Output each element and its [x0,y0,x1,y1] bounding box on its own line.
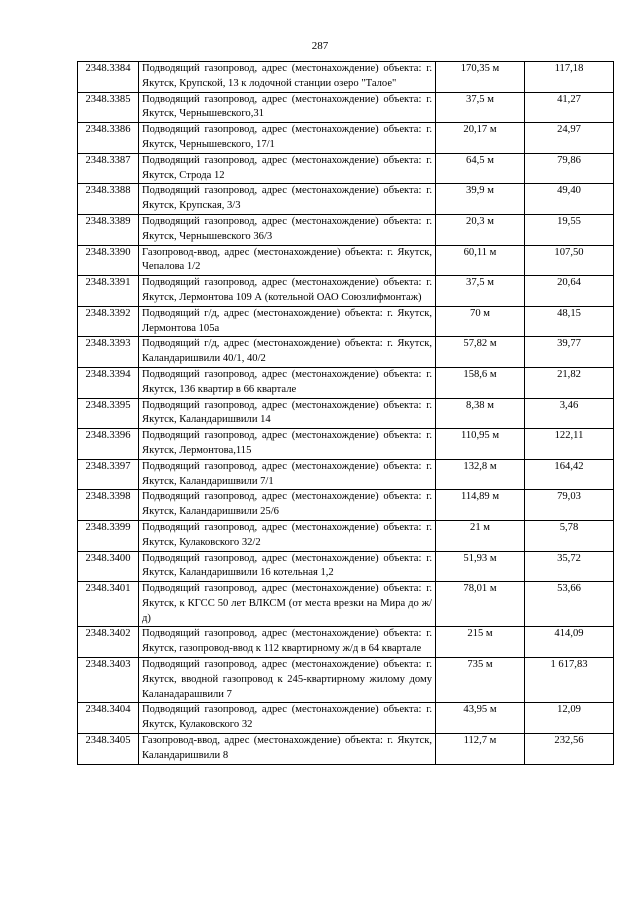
asset-length-cell: 8,38 м [436,398,525,429]
asset-length-cell: 158,6 м [436,367,525,398]
asset-value-cell: 107,50 [525,245,614,276]
asset-code-cell: 2348.3401 [78,582,139,627]
asset-value-cell: 122,11 [525,429,614,460]
asset-value-cell: 5,78 [525,520,614,551]
asset-value-cell: 49,40 [525,184,614,215]
asset-description-cell: Подводящий газопровод, адрес (местонахождение) объекта: г. Якутск, Строда 12 [139,153,436,184]
table-row [78,123,614,154]
asset-value-cell: 53,66 [525,582,614,627]
table-row [78,551,614,582]
asset-value-cell: 1 617,83 [525,658,614,703]
asset-code-cell: 2348.3384 [78,62,139,93]
asset-description-cell: Подводящий газопровод, адрес (местонахождение) объекта: г. Якутск, к КГСС 50 лет ВЛКСМ (от места врезки на Мира до ж/д) [139,582,436,627]
asset-length-cell: 78,01 м [436,582,525,627]
asset-code-cell: 2348.3387 [78,153,139,184]
asset-code-cell: 2348.3405 [78,734,139,765]
asset-length-cell: 70 м [436,306,525,337]
asset-description-cell: Подводящий газопровод, адрес (местонахождение) объекта: г. Якутск, вводной газопровод к 245-квартирному жилому дому Каланадарашвили 7 [139,658,436,703]
asset-description-cell: Подводящий газопровод, адрес (местонахождение) объекта: г. Якутск, Кулаковского 32 [139,703,436,734]
asset-code-cell: 2348.3388 [78,184,139,215]
asset-value-cell: 117,18 [525,62,614,93]
asset-value-cell: 20,64 [525,276,614,307]
asset-value-cell: 21,82 [525,367,614,398]
table-body [78,62,614,765]
asset-value-cell: 232,56 [525,734,614,765]
asset-value-cell: 3,46 [525,398,614,429]
asset-value-cell: 414,09 [525,627,614,658]
asset-value-cell: 24,97 [525,123,614,154]
table-row [78,703,614,734]
asset-length-cell: 51,93 м [436,551,525,582]
asset-length-cell: 60,11 м [436,245,525,276]
asset-code-cell: 2348.3400 [78,551,139,582]
asset-length-cell: 114,89 м [436,490,525,521]
asset-code-cell: 2348.3394 [78,367,139,398]
asset-description-cell: Подводящий газопровод, адрес (местонахождение) объекта: г. Якутск, Кулаковского 32/2 [139,520,436,551]
asset-length-cell: 21 м [436,520,525,551]
asset-length-cell: 20,3 м [436,214,525,245]
asset-code-cell: 2348.3392 [78,306,139,337]
table-row [78,62,614,93]
asset-length-cell: 110,95 м [436,429,525,460]
asset-description-cell: Подводящий газопровод, адрес (местонахождение) объекта: г. Якутск, 136 квартир в 66 квартале [139,367,436,398]
table-row [78,627,614,658]
asset-code-cell: 2348.3389 [78,214,139,245]
table-row [78,658,614,703]
asset-code-cell: 2348.3385 [78,92,139,123]
asset-code-cell: 2348.3390 [78,245,139,276]
asset-length-cell: 112,7 м [436,734,525,765]
asset-value-cell: 12,09 [525,703,614,734]
table-row [78,337,614,368]
asset-code-cell: 2348.3386 [78,123,139,154]
table-row [78,306,614,337]
table-row [78,184,614,215]
asset-description-cell: Подводящий г/д, адрес (местонахождение) объекта: г. Якутск, Лермонтова 105а [139,306,436,337]
asset-value-cell: 41,27 [525,92,614,123]
table-row [78,92,614,123]
asset-code-cell: 2348.3395 [78,398,139,429]
asset-value-cell: 19,55 [525,214,614,245]
asset-code-cell: 2348.3404 [78,703,139,734]
table-row [78,459,614,490]
asset-description-cell: Подводящий газопровод, адрес (местонахождение) объекта: г. Якутск, Чернышевского,31 [139,92,436,123]
table-row [78,582,614,627]
asset-value-cell: 79,03 [525,490,614,521]
asset-description-cell: Подводящий газопровод, адрес (местонахождение) объекта: г. Якутск, Чернышевского 36/3 [139,214,436,245]
asset-description-cell: Подводящий газопровод, адрес (местонахождение) объекта: г. Якутск, Каландаришвили 7/1 [139,459,436,490]
asset-length-cell: 20,17 м [436,123,525,154]
asset-value-cell: 35,72 [525,551,614,582]
asset-value-cell: 48,15 [525,306,614,337]
asset-value-cell: 79,86 [525,153,614,184]
table-row [78,367,614,398]
asset-value-cell: 39,77 [525,337,614,368]
table-row [78,734,614,765]
asset-description-cell: Подводящий газопровод, адрес (местонахождение) объекта: г. Якутск, Крупской, 13 к лодочной станции озеро "Талое" [139,62,436,93]
table-row [78,429,614,460]
asset-length-cell: 43,95 м [436,703,525,734]
table-row [78,214,614,245]
asset-description-cell: Подводящий газопровод, адрес (местонахождение) объекта: г. Якутск, Лермонтова 109 А (котельной ОАО Союзлифмонтаж) [139,276,436,307]
table-row [78,276,614,307]
asset-length-cell: 64,5 м [436,153,525,184]
asset-code-cell: 2348.3402 [78,627,139,658]
table-row [78,490,614,521]
asset-length-cell: 215 м [436,627,525,658]
asset-length-cell: 37,5 м [436,92,525,123]
asset-code-cell: 2348.3396 [78,429,139,460]
asset-description-cell: Подводящий газопровод, адрес (местонахождение) объекта: г. Якутск, Чернышевского, 17/1 [139,123,436,154]
asset-description-cell: Подводящий газопровод, адрес (местонахождение) объекта: г. Якутск, Каландаришвили 25/6 [139,490,436,521]
asset-length-cell: 57,82 м [436,337,525,368]
asset-code-cell: 2348.3398 [78,490,139,521]
asset-code-cell: 2348.3399 [78,520,139,551]
table-row [78,520,614,551]
asset-description-cell: Подводящий г/д, адрес (местонахождение) объекта: г. Якутск, Каландаришвили 40/1, 40/2 [139,337,436,368]
asset-length-cell: 170,35 м [436,62,525,93]
asset-description-cell: Газопровод-ввод, адрес (местонахождение) объекта: г. Якутск, Каландаришвили 8 [139,734,436,765]
asset-length-cell: 132,8 м [436,459,525,490]
asset-length-cell: 39,9 м [436,184,525,215]
table-row [78,398,614,429]
asset-code-cell: 2348.3393 [78,337,139,368]
asset-register-table [77,61,614,765]
asset-description-cell: Подводящий газопровод, адрес (местонахождение) объекта: г. Якутск, газопровод-ввод к 112 квартирному ж/д в 64 квартале [139,627,436,658]
asset-description-cell: Подводящий газопровод, адрес (местонахождение) объекта: г. Якутск, Крупская, 3/3 [139,184,436,215]
asset-description-cell: Подводящий газопровод, адрес (местонахождение) объекта: г. Якутск, Лермонтова,115 [139,429,436,460]
asset-description-cell: Газопровод-ввод, адрес (местонахождение) объекта: г. Якутск, Чепалова 1/2 [139,245,436,276]
asset-description-cell: Подводящий газопровод, адрес (местонахождение) объекта: г. Якутск, Каландаришвили 14 [139,398,436,429]
asset-length-cell: 735 м [436,658,525,703]
table-row [78,245,614,276]
table-row [78,153,614,184]
asset-value-cell: 164,42 [525,459,614,490]
asset-description-cell: Подводящий газопровод, адрес (местонахождение) объекта: г. Якутск, Каландаришвили 16 котельная 1,2 [139,551,436,582]
asset-code-cell: 2348.3391 [78,276,139,307]
page-number: 287 [311,40,329,52]
asset-code-cell: 2348.3403 [78,658,139,703]
asset-code-cell: 2348.3397 [78,459,139,490]
asset-length-cell: 37,5 м [436,276,525,307]
